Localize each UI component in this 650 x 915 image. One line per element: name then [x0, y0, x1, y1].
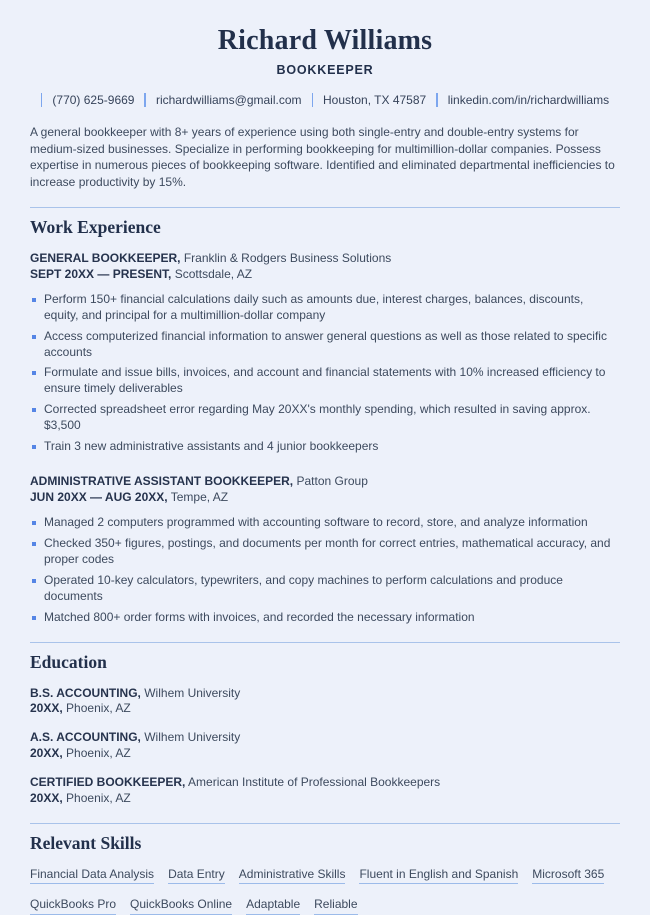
bullet-square-icon — [32, 335, 36, 339]
section-education — [30, 642, 620, 807]
education-entry — [30, 775, 620, 807]
resume-header — [30, 26, 620, 107]
job-bullet-list — [30, 292, 620, 456]
education-school: Wilhem University — [144, 685, 241, 700]
education-location: Phoenix, AZ — [66, 790, 131, 805]
education-location: Phoenix, AZ — [66, 701, 131, 716]
education-degree-line — [30, 775, 620, 791]
bullet-item — [30, 610, 620, 626]
education-year: 20XX, — [30, 701, 63, 716]
contact-item: Houston, TX 47587 — [323, 92, 427, 107]
bullet-item — [30, 515, 620, 531]
skill-item: Fluent in English and Spanish — [359, 867, 518, 885]
bullet-item — [30, 292, 620, 324]
summary-paragraph: A general bookkeeper with 8+ years of experience using both single-entry and double-entry systems for medium-sized businesses. Specialize in performing bookkeeping for multimillion-dollar companies. Possess expertise in numerous pieces of bookkeeping software. Identified and eliminated departmental inefficiencies to increase productivity by 15%. — [30, 124, 615, 190]
bullet-item — [30, 402, 620, 434]
bullet-item — [30, 573, 620, 605]
contact-row — [30, 93, 620, 107]
job-title: GENERAL BOOKKEEPER, — [30, 250, 181, 265]
job-date-line — [30, 490, 620, 506]
education-entry — [30, 686, 620, 718]
job-bullet-list — [30, 515, 620, 626]
bullet-square-icon — [32, 371, 36, 375]
bullet-item — [30, 439, 620, 455]
job-dates: SEPT 20XX — PRESENT, — [30, 266, 172, 281]
skill-item: Data Entry — [168, 867, 225, 885]
bullet-text: Checked 350+ figures, postings, and documents per month for correct entries, mathematical accuracy, and proper codes — [44, 535, 611, 566]
skill-item: Microsoft 365 — [532, 867, 604, 885]
job-dates: JUN 20XX — AUG 20XX, — [30, 490, 168, 505]
bullet-text: Managed 2 computers programmed with accounting software to record, store, and analyze information — [44, 514, 588, 529]
skill-item: Financial Data Analysis — [30, 867, 154, 885]
bullet-square-icon — [32, 408, 36, 412]
education-year: 20XX, — [30, 746, 63, 761]
education-year-line — [30, 701, 620, 717]
bullet-square-icon — [32, 542, 36, 546]
bullet-item — [30, 536, 620, 568]
education-heading: Education — [30, 651, 107, 672]
contact-item: richardwilliams@gmail.com — [155, 92, 302, 107]
education-degree-line — [30, 686, 620, 702]
job-title-line — [30, 474, 620, 490]
education-degree-line — [30, 730, 620, 746]
job-location: Tempe, AZ — [170, 490, 229, 505]
skills-list — [30, 867, 620, 915]
contact-item: (770) 625-9669 — [52, 92, 135, 107]
skill-item: QuickBooks Pro — [30, 897, 116, 915]
education-list — [30, 686, 620, 807]
candidate-role: BOOKKEEPER — [276, 62, 374, 77]
education-degree: CERTIFIED BOOKKEEPER, — [30, 774, 186, 789]
job-title: ADMINISTRATIVE ASSISTANT BOOKKEEPER, — [30, 474, 294, 489]
bullet-item — [30, 329, 620, 361]
bullet-square-icon — [32, 521, 36, 525]
separator-bar-icon — [144, 93, 146, 107]
job-list — [30, 251, 620, 626]
skill-item: Administrative Skills — [239, 867, 346, 885]
relevant-skills-heading: Relevant Skills — [30, 832, 142, 853]
bullet-square-icon — [32, 298, 36, 302]
separator-bar-icon — [41, 93, 43, 107]
skill-item: Reliable — [314, 897, 357, 915]
separator-bar-icon — [436, 93, 438, 107]
education-school: Wilhem University — [144, 730, 241, 745]
education-school: American Institute of Professional Bookkeepers — [188, 774, 441, 789]
bullet-square-icon — [32, 445, 36, 449]
section-relevant-skills — [30, 823, 620, 915]
bullet-text: Corrected spreadsheet error regarding May 20XX's monthly spending, which resulted in saving approx. $3,500 — [44, 402, 591, 433]
job-date-line — [30, 267, 620, 283]
bullet-text: Perform 150+ financial calculations daily such as amounts due, interest charges, balances, discounts, equity, and principal for a multimillion-dollar company — [44, 291, 584, 322]
skill-item: Adaptable — [246, 897, 300, 915]
job-company: Patton Group — [296, 474, 368, 489]
section-work-experience — [30, 207, 620, 626]
education-location: Phoenix, AZ — [66, 746, 131, 761]
bullet-text: Matched 800+ order forms with invoices, and recorded the necessary information — [44, 609, 475, 624]
education-degree: A.S. ACCOUNTING, — [30, 730, 141, 745]
bullet-square-icon — [32, 579, 36, 583]
separator-bar-icon — [312, 93, 314, 107]
job-entry — [30, 474, 620, 625]
job-company: Franklin & Rodgers Business Solutions — [183, 250, 392, 265]
work-experience-heading: Work Experience — [30, 216, 161, 237]
job-entry — [30, 251, 620, 455]
bullet-text: Operated 10-key calculators, typewriters, and copy machines to perform calculations and produce documents — [44, 572, 563, 603]
bullet-item — [30, 365, 620, 397]
skill-item: QuickBooks Online — [130, 897, 232, 915]
bullet-text: Train 3 new administrative assistants and 4 junior bookkeepers — [44, 439, 379, 454]
education-year-line — [30, 746, 620, 762]
bullet-square-icon — [32, 616, 36, 620]
education-year: 20XX, — [30, 790, 63, 805]
education-entry — [30, 730, 620, 762]
education-degree: B.S. ACCOUNTING, — [30, 685, 141, 700]
bullet-text: Formulate and issue bills, invoices, and account and financial statements with 10% increased efficiency to ensure timely deliverables — [44, 365, 606, 396]
education-year-line — [30, 791, 620, 807]
bullet-text: Access computerized financial information to answer general questions as well as those related to specific accounts — [44, 328, 607, 359]
candidate-name: Richard Williams — [217, 25, 433, 56]
contact-item: linkedin.com/in/richardwilliams — [447, 92, 610, 107]
job-title-line — [30, 251, 620, 267]
job-location: Scottsdale, AZ — [174, 266, 253, 281]
